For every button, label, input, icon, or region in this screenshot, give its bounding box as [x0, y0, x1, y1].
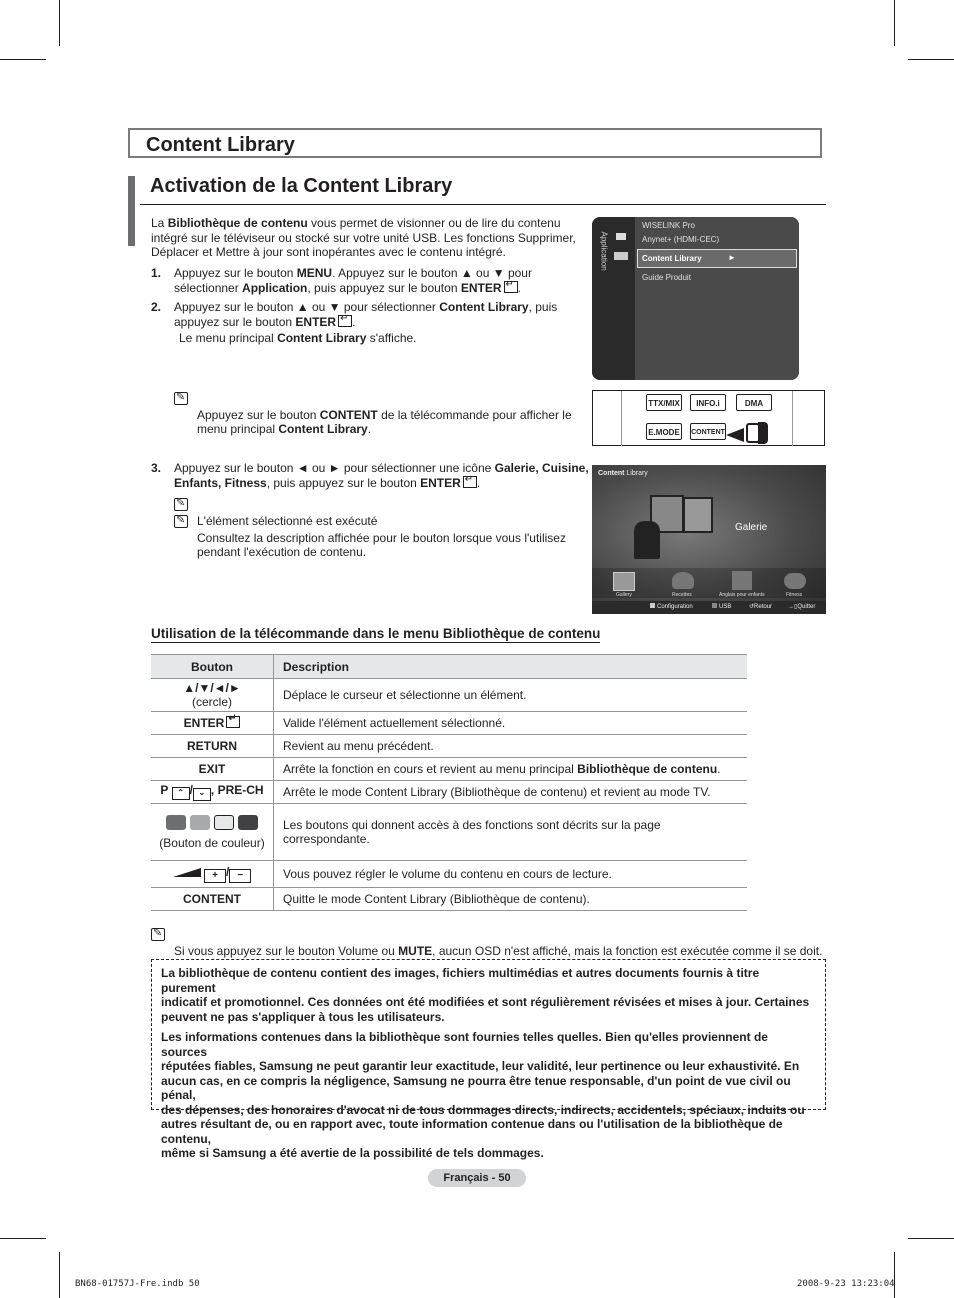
table-desc: Arrête le mode Content Library (Bibliothèque de contenu) et revient au mode TV. [274, 781, 748, 804]
arrow-right-icon: ► [728, 253, 736, 262]
table-desc: Les boutons qui donnent accès à des fonctions sont décrits sur la page correspondante. [274, 804, 748, 861]
exit-button[interactable]: →▯Quitter [788, 604, 816, 610]
note-step3-a: ✎ L'élément sélectionné est exécuté [174, 497, 574, 528]
table-desc: Revient au menu précédent. [274, 735, 748, 758]
application-menu-screen [592, 217, 799, 380]
table-header-row [151, 655, 747, 679]
dma-button[interactable]: DMA [736, 394, 772, 411]
note-icon [151, 928, 165, 941]
table-row [151, 758, 747, 781]
menu-item-wiselink[interactable]: WISELINK Pro [642, 221, 695, 230]
return-icon: ↺ [749, 604, 755, 610]
table-key: CONTENT [151, 888, 274, 911]
table-key: ▲/▼/◄/► (cercle) [151, 679, 274, 712]
disclaimer-paragraph-2: Les informations contenues dans la bibliothèque sont fournies telles quelles. Bien qu'elles proviennent de sources réputées fiables, Samsung ne peut garantir leur exactitude, leur validité, leur pertinence ou leur exhaustivité. En aucun cas, en ce compris la négligence, Samsung ne pourra être tenue responsable, d'un point de vue civil ou pénal, des dépenses, des honoraires d'avocat ni de tous dommages directs, indirects, accidentels, spéciaux, induits ou autres résultant de, ou en rapport avec, toute information contenue dans ou l'utilisation de la bibliothèque de contenu, même si Samsung a été avertie de la possibilité de tels dommages. [161, 1030, 805, 1160]
icon-label-kids: Anglais pour enfants [719, 592, 765, 598]
menu-sidebar [592, 217, 635, 380]
enter-icon [338, 315, 352, 327]
enter-icon [226, 716, 240, 728]
step-2: 2. Appuyez sur le bouton ▲ ou ▼ pour sélectionner Content Library, puis appuyez sur le bouton ENTER↵ . Le menu principal Content Library s'affiche. [151, 300, 591, 346]
note-icon [174, 392, 188, 405]
crop-mark [894, 1252, 895, 1298]
table-row [151, 888, 747, 911]
table-desc: Valide l'élément actuellement sélectionné. [274, 712, 748, 735]
volume-up-icon: + [204, 869, 226, 883]
note-icon [174, 498, 188, 511]
square-icon [650, 603, 655, 608]
table-header-description: Description [274, 655, 748, 679]
table-row [151, 712, 747, 735]
table-header-button: Bouton [151, 655, 274, 679]
crop-mark [0, 59, 46, 60]
intro-paragraph: La Bibliothèque de contenu vous permet de visionner ou de lire du contenu intégré sur le téléviseur ou stocké sur votre unité USB. Les fonctions Supprimer, Déplacer et Mettre à jour sont inopérantes avec le contenu intégré. [151, 216, 576, 259]
disclaimer-box [151, 959, 826, 1160]
e-mode-button[interactable]: E.MODE [646, 423, 682, 440]
icon-label-fitness: Fitness [786, 592, 803, 598]
step-1: 1. Appuyez sur le bouton MENU. Appuyez sur le bouton ▲ ou ▼ pour sélectionner Application, puis appuyez sur le bouton ENTER↵ . [151, 266, 591, 295]
menu-item-guide[interactable]: Guide Produit [642, 273, 691, 282]
section-title: Content Library [146, 134, 295, 156]
return-button[interactable]: ↺Retour [749, 604, 773, 610]
crop-mark [908, 59, 954, 60]
icon-label-gallery: Gallery [616, 592, 632, 598]
menu-side-label: Application [599, 231, 609, 271]
table-key: EXIT [151, 758, 274, 781]
content-button[interactable]: CONTENT [690, 423, 726, 440]
table-row [151, 735, 747, 758]
crop-mark [908, 1238, 954, 1239]
footer-file: BN68-01757J-Fre.indb 50 [75, 1279, 200, 1289]
table-desc: Vous pouvez régler le volume du contenu en cours de lecture. [274, 861, 748, 888]
tv-icon [616, 233, 626, 240]
hand-fill-icon [758, 422, 768, 444]
square-icon [712, 603, 717, 608]
fitness-icon[interactable] [784, 573, 806, 589]
footer-date: 2008-9-23 13:23:04 [797, 1279, 895, 1289]
ttx-mix-button[interactable]: TTX/MIX [646, 394, 682, 411]
table-key: ENTER↵ [151, 712, 274, 735]
table-row [151, 804, 747, 861]
enter-icon [463, 476, 477, 488]
color-buttons-icon [166, 815, 258, 830]
crop-mark [59, 0, 60, 46]
table-title: Utilisation de la télécommande dans le menu Bibliothèque de contenu [151, 626, 601, 641]
disclaimer-paragraph-1: La bibliothèque de contenu contient des images, fichiers multimédias et autres documents fournis à titre purement indicatif et promotionnel. Ces données ont été modifiées et sont régulièrement révisées et mises à jour. Certaines peuvent ne pas s'appliquer à tous les utilisateurs. [161, 966, 810, 1024]
remote-control-table [151, 654, 747, 911]
subsection-underline [140, 204, 826, 205]
crop-mark [894, 0, 895, 46]
menu-item-anynet[interactable]: Anynet+ (HDMI-CEC) [642, 235, 720, 244]
content-library-screen [592, 465, 826, 614]
icon-label-recipes: Recettes [672, 592, 692, 598]
kids-english-icon[interactable] [732, 571, 752, 590]
enter-icon [504, 281, 518, 293]
channel-down-icon: ⌄ [193, 788, 211, 801]
library-title: Content Library [598, 470, 648, 477]
recipes-icon[interactable] [672, 572, 694, 589]
page-number: Français - 50 [428, 1169, 526, 1187]
menu-item-content-library[interactable] [637, 249, 797, 268]
armchair-icon [634, 521, 660, 559]
table-row [151, 861, 747, 888]
table-desc: Déplace le curseur et sélectionne un élément. [274, 679, 748, 712]
mute-note: ✎ Si vous appuyez sur le bouton Volume ou MUTE, aucun OSD n'est affiché, mais la fonction est exécutée comme il se doit. [151, 927, 831, 958]
gallery-frame-icon [683, 497, 713, 533]
channel-up-icon: ⌃ [172, 787, 190, 800]
note-step3-b: ✎ Consultez la description affichée pour le bouton lorsque vous l'utilisez pendant l'exécution de contenu. [174, 514, 574, 560]
table-row [151, 781, 747, 804]
table-key: + / − [151, 861, 274, 888]
table-desc: Arrête la fonction en cours et revient au menu principal Bibliothèque de contenu. [274, 758, 748, 781]
exit-icon: →▯ [788, 604, 798, 610]
usb-button[interactable]: USB [712, 603, 731, 610]
gallery-icon[interactable] [613, 572, 635, 591]
crop-mark [0, 1238, 46, 1239]
app-icon [614, 252, 628, 260]
section-title-box [128, 128, 822, 158]
table-desc: Quitte le mode Content Library (Bibliothèque de contenu). [274, 888, 748, 911]
table-row [151, 679, 747, 712]
pointing-hand-icon [726, 428, 744, 442]
table-key: (Bouton de couleur) [151, 804, 274, 861]
volume-icon [173, 868, 201, 877]
volume-down-icon: − [229, 869, 251, 883]
remote-illustration [592, 390, 825, 446]
config-button[interactable]: Configuration [650, 603, 693, 610]
note-content-button: ✎ Appuyez sur le bouton CONTENT de la télécommande pour afficher le menu principal Content Library. [174, 391, 574, 437]
menu-item-label: Content Library [642, 254, 702, 263]
subsection-bar-gap [135, 176, 138, 246]
note-icon [174, 515, 188, 528]
crop-mark [59, 1252, 60, 1298]
info-button[interactable]: INFO.i [690, 394, 726, 411]
table-key: P ⌃ / ⌄ , PRE-CH [151, 781, 274, 804]
table-key: RETURN [151, 735, 274, 758]
library-focus-label: Galerie [735, 522, 768, 533]
subsection-title: Activation de la Content Library [150, 175, 453, 197]
step-3: 3. Appuyez sur le bouton ◄ ou ► pour sélectionner une icône Galerie, Cuisine, Enfants, Fitness, puis appuyez sur le bouton ENTER↵ . [151, 461, 591, 490]
